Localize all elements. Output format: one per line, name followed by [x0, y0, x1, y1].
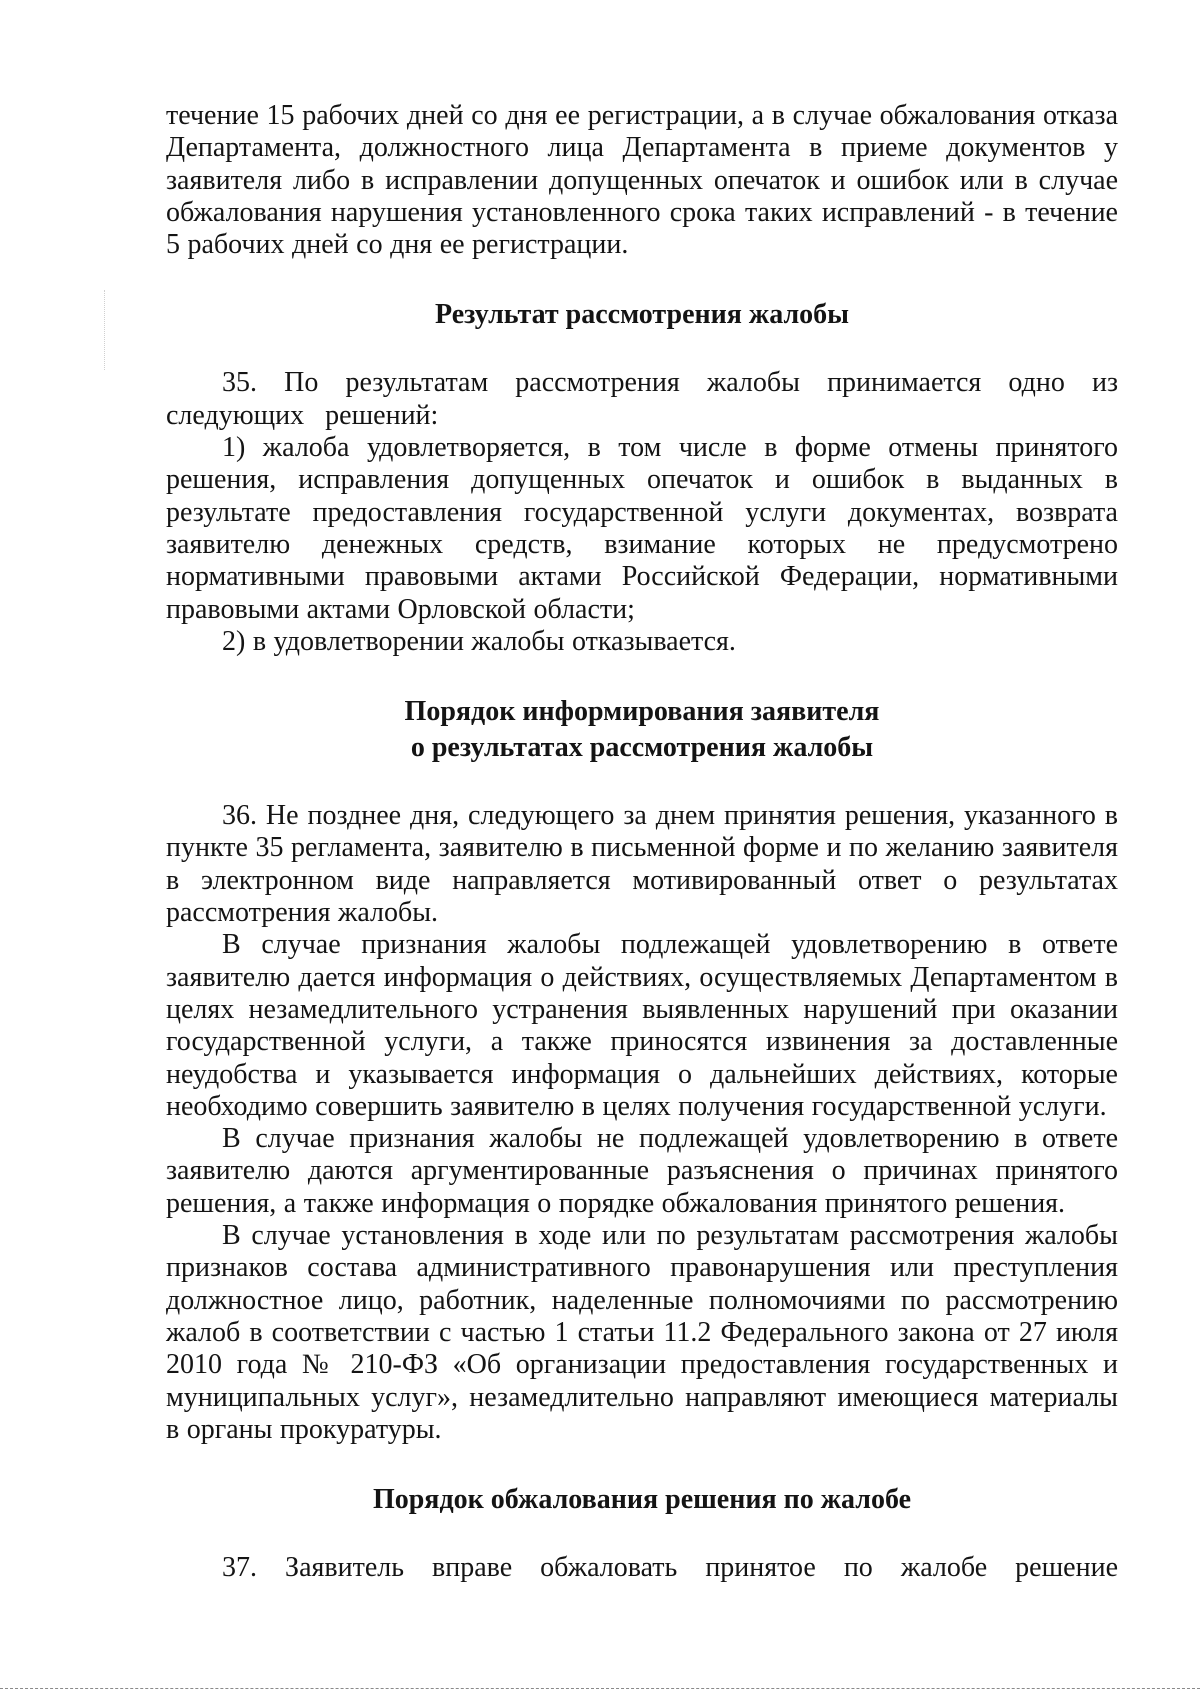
document-page [166, 100, 1118, 1584]
section-heading-result: Результат рассмотрения жалобы [434, 299, 850, 331]
paragraph-36-rejected: В случае признания жалобы не подлежащей удовлетворению в ответе заявителю даются аргументированные разъяснения о причинах принятого решения, а также информация о порядке обжалования принятого решения. [166, 1123, 1118, 1219]
section-heading-inform [166, 694, 1118, 766]
scan-bottom-rule [0, 1688, 1200, 1689]
paragraph-36-violation: В случае установления в ходе или по результатам рассмотрения жалобы признаков состава административного правонарушения или преступления должностное лицо, работник, наделенные полномочиями по рассмотрению жалоб в соответствии с частью 1 статьи 11.2 Федерального закона от 27 июля 2010 года № 210-ФЗ «Об организации предоставления государственных и муниципальных услуг», незамедлительно направляют имеющиеся материалы в органы прокуратуры. [166, 1220, 1118, 1445]
paragraph-37: 37. Заявитель вправе обжаловать принятое по жалобе решение [222, 1552, 1118, 1584]
section-heading-inform-line2: о результатах рассмотрения жалобы [410, 732, 874, 764]
paragraph-36-satisfied: В случае признания жалобы подлежащей удовлетворению в ответе заявителю дается информация о действиях, осуществляемых Департаментом в целях незамедлительного устранения выявленных нарушений при оказании государственной услуги, а также приносятся извинения за доставленные неудобства и указывается информация о дальнейших действиях, которые необходимо совершить заявителю в целях получения государственной услуги. [166, 929, 1118, 1122]
intro-paragraph: течение 15 рабочих дней со дня ее регистрации, а в случае обжалования отказа Департамента, должностного лица Департамента в приеме документов у заявителя либо в исправлении допущенных опечаток и ошибок или в случае обжалования нарушения установленного срока таких исправлений - в течение 5 рабочих дней со дня ее регистрации. [166, 100, 1118, 261]
paragraph-35: 35. По результатам рассмотрения жалобы принимается одно из следующих решений: [166, 367, 1118, 431]
paragraph-36: 36. Не позднее дня, следующего за днем принятия решения, указанного в пункте 35 регламента, заявителю в письменной форме и по желанию заявителя в электронном виде направляется мотивированный ответ о результатах рассмотрения жалобы. [166, 800, 1118, 929]
list-item-2: 2) в удовлетворении жалобы отказывается. [222, 625, 736, 657]
section-heading-inform-line1: Порядок информирования заявителя [404, 696, 880, 728]
list-item-1: 1) жалоба удовлетворяется, в том числе в форме отмены принятого решения, исправления допущенных опечаток и ошибок в выданных в результате предоставления государственной услуги документах, возврата заявителю денежных средств, взимание которых не предусмотрено нормативными правовыми актами Российской Федерации, нормативными правовыми актами Орловской области; [166, 432, 1118, 625]
section-heading-appeal: Порядок обжалования решения по жалобе [372, 1484, 912, 1516]
scan-margin-mark [104, 290, 105, 370]
